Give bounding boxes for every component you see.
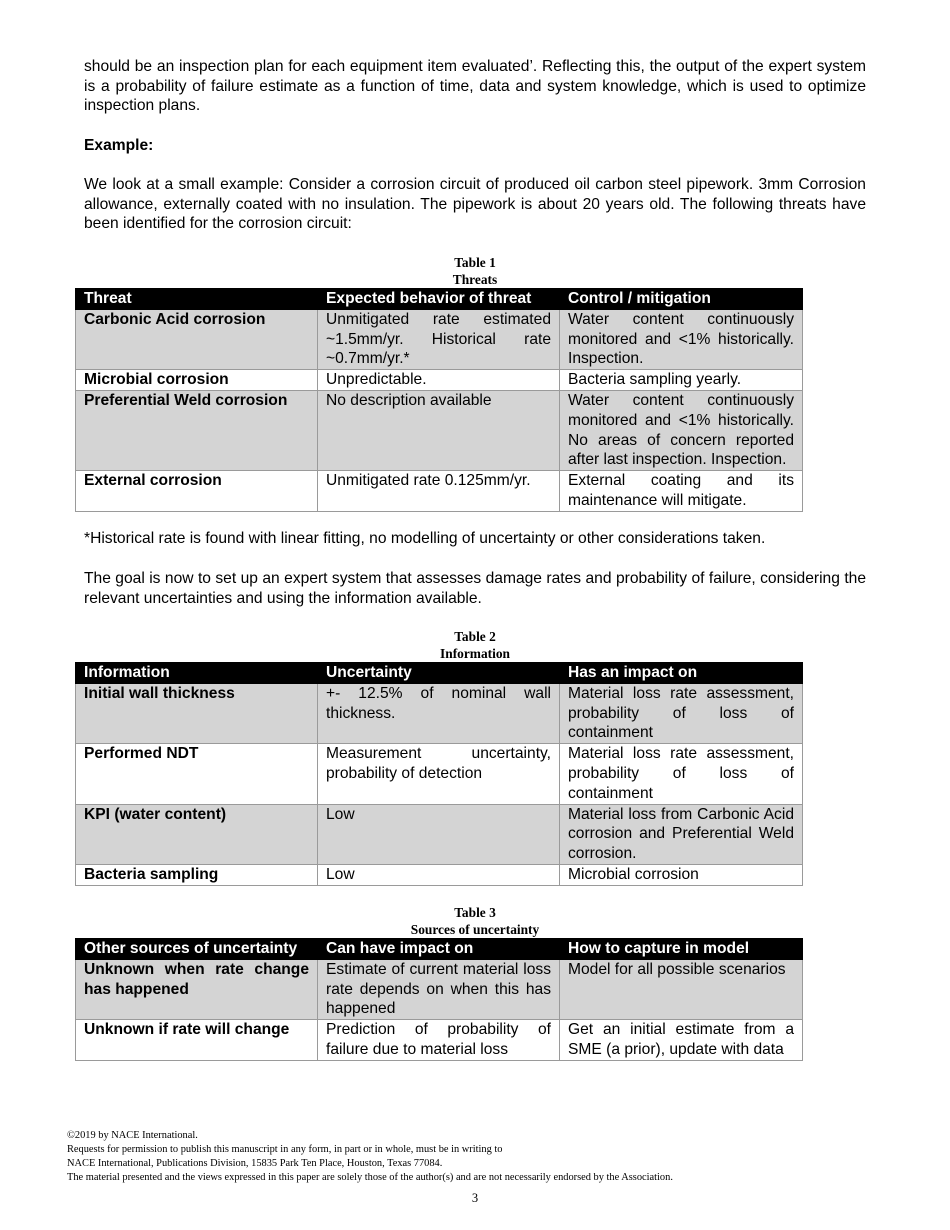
table-cell: Bacteria sampling yearly.	[560, 370, 803, 391]
table-cell: Low	[318, 804, 560, 864]
table-row	[76, 471, 803, 512]
table-cell: Prediction of probability of failure due to material loss	[318, 1020, 560, 1061]
table-cell: External corrosion	[76, 471, 318, 512]
threats-table	[75, 288, 803, 512]
page-number: 3	[471, 1191, 479, 1205]
table-cell: Unmitigated rate estimated ~1.5mm/yr. Historical rate ~0.7mm/yr.*	[318, 309, 560, 369]
table1-footnote: *Historical rate is found with linear fitting, no modelling of uncertainty or other considerations taken.	[84, 530, 766, 547]
table2-caption-number: Table 2	[454, 629, 496, 644]
table-row	[76, 804, 803, 864]
column-header: Has an impact on	[560, 663, 803, 684]
table-cell: Material loss rate assessment, probability of loss of containment	[560, 744, 803, 804]
table-cell: Initial wall thickness	[76, 683, 318, 743]
table-row	[76, 390, 803, 470]
table2-caption-title: Information	[440, 646, 510, 661]
table-cell: Water content continuously monitored and <1% historically. No areas of concern reported after last inspection. Inspection.	[560, 390, 803, 470]
table-cell: Unpredictable.	[318, 370, 560, 391]
table3-caption-title: Sources of uncertainty	[410, 922, 540, 937]
table-row	[76, 683, 803, 743]
table1-caption-number: Table 1	[454, 255, 496, 270]
table1-caption	[75, 254, 875, 288]
column-header: How to capture in model	[560, 939, 803, 960]
column-header: Information	[76, 663, 318, 684]
information-table	[75, 662, 803, 886]
table-header-row	[76, 663, 803, 684]
column-header: Control / mitigation	[560, 289, 803, 310]
page-footer	[67, 1129, 887, 1185]
table-row	[76, 370, 803, 391]
uncertainty-table	[75, 938, 803, 1061]
table-cell: Carbonic Acid corrosion	[76, 309, 318, 369]
table-cell: Unknown if rate will change	[76, 1020, 318, 1061]
column-header: Uncertainty	[318, 663, 560, 684]
goal-paragraph: The goal is now to set up an expert system that assesses damage rates and probability of failure, considering the relevant uncertainties and using the information available.	[84, 570, 866, 607]
footer-address: NACE International, Publications Division, 15835 Park Ten Place, Houston, Texas 77084.	[67, 1158, 443, 1169]
table-cell: Preferential Weld corrosion	[76, 390, 318, 470]
table-cell: Get an initial estimate from a SME (a prior), update with data	[560, 1020, 803, 1061]
table-header-row	[76, 289, 803, 310]
table-cell: Microbial corrosion	[76, 370, 318, 391]
table-cell: Material loss rate assessment, probability of loss of containment	[560, 683, 803, 743]
intro-paragraph: should be an inspection plan for each equipment item evaluated’. Reflecting this, the output of the expert system is a probability of failure estimate as a function of time, data and system knowledge, which is used to optimize inspection plans.	[84, 58, 866, 115]
table-cell: Measurement uncertainty, probability of detection	[318, 744, 560, 804]
table-cell: Water content continuously monitored and <1% historically. Inspection.	[560, 309, 803, 369]
table-row	[76, 309, 803, 369]
column-header: Can have impact on	[318, 939, 560, 960]
table-cell: Material loss from Carbonic Acid corrosion and Preferential Weld corrosion.	[560, 804, 803, 864]
table-cell: Low	[318, 864, 560, 885]
table3-caption-number: Table 3	[454, 905, 496, 920]
table-cell: Unmitigated rate 0.125mm/yr.	[318, 471, 560, 512]
table1-caption-title: Threats	[452, 272, 498, 287]
table-cell: Unknown when rate change has happened	[76, 959, 318, 1019]
table-cell: No description available	[318, 390, 560, 470]
table-row	[76, 864, 803, 885]
table2-caption	[75, 628, 875, 662]
footer-disclaimer: The material presented and the views expressed in this paper are solely those of the author(s) and are not necessarily endorsed by the Association.	[67, 1172, 673, 1183]
column-header: Other sources of uncertainty	[76, 939, 318, 960]
column-header: Threat	[76, 289, 318, 310]
table-cell: Performed NDT	[76, 744, 318, 804]
footer-permission: Requests for permission to publish this manuscript in any form, in part or in whole, must be in writing to	[67, 1144, 503, 1155]
example-paragraph: We look at a small example: Consider a corrosion circuit of produced oil carbon steel pipework. 3mm Corrosion allowance, externally coated with no insulation. The pipework is about 20 years old. The following threats have been identified for the corrosion circuit:	[84, 176, 866, 233]
table3-caption	[75, 904, 875, 938]
table-cell: Bacteria sampling	[76, 864, 318, 885]
table-row	[76, 959, 803, 1019]
table-cell: +- 12.5% of nominal wall thickness.	[318, 683, 560, 743]
column-header: Expected behavior of threat	[318, 289, 560, 310]
table-header-row	[76, 939, 803, 960]
table-cell: KPI (water content)	[76, 804, 318, 864]
example-heading: Example:	[84, 137, 154, 154]
table-row	[76, 1020, 803, 1061]
table-cell: Estimate of current material loss rate depends on when this has happened	[318, 959, 560, 1019]
table-cell: Microbial corrosion	[560, 864, 803, 885]
table-cell: Model for all possible scenarios	[560, 959, 803, 1019]
footer-copyright: ©2019 by NACE International.	[67, 1130, 198, 1141]
table-row	[76, 744, 803, 804]
table-cell: External coating and its maintenance will mitigate.	[560, 471, 803, 512]
